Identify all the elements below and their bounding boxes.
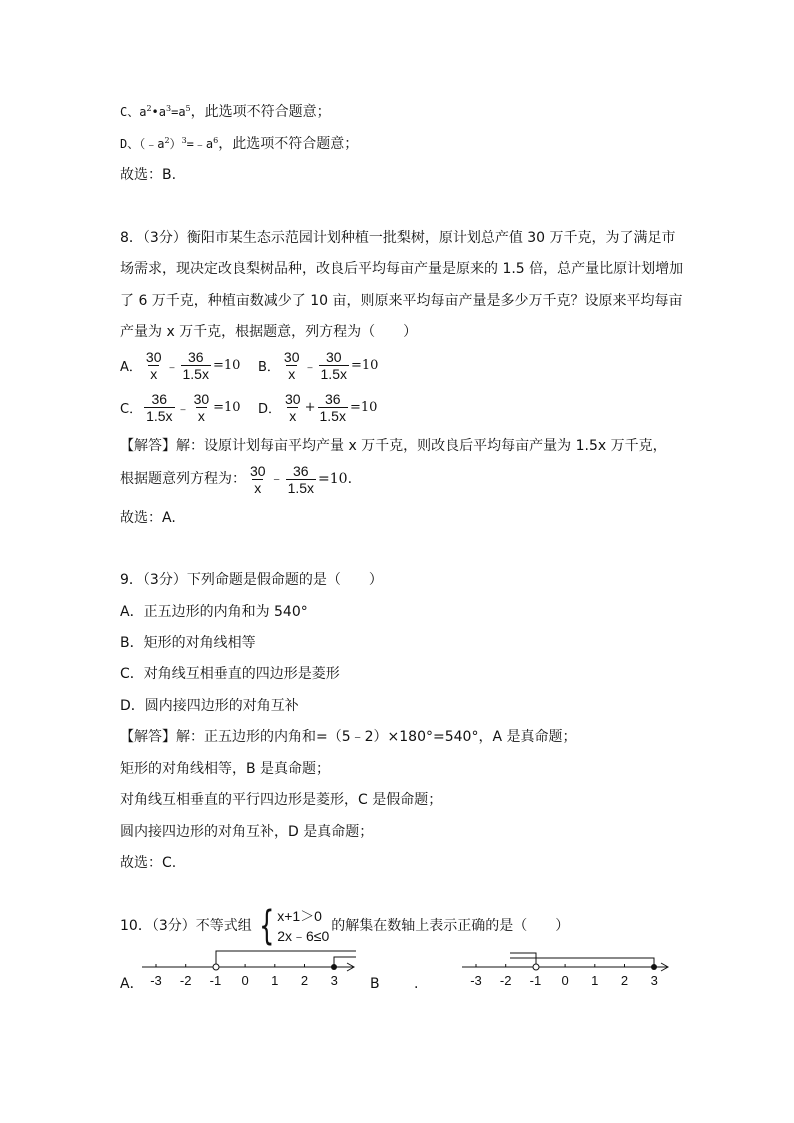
q10-option-b-label: B [370,976,380,992]
q8-stem-line4: 产量为 x 万千克，根据题意，列方程为（ ） [120,324,418,340]
closed-dot-3 [651,964,657,970]
axis-tick-label: -2 [179,973,192,988]
q9-stem: 9．（3分）下列命题是假命题的是（ ） [120,572,383,588]
q8-stem-line3: 了 6 万千克，种植亩数减少了 10 亩，则原来平均每亩产量是多少万千克？设原来平均每亩 [120,293,683,309]
q8-option-a: A． $\frac{30}{x}$ ﹣ $\frac{36}{1.5x}$ =10 [120,349,241,382]
solution-bracket-right [510,958,654,967]
q8-answer-line1: 【解答】解：设原计划每亩平均产量 x 万千克，则改良后平均每亩产量为 1.5x 万千克， [120,438,667,454]
open-dot-minus-1 [213,964,219,970]
q9-answer-line4: 圆内接四边形的对角互补，D 是真命题； [120,824,374,840]
q8-choose: 故选：A. [120,510,176,526]
q9-option-d: D．圆内接四边形的对角互补 [120,698,299,714]
q9-answer-line1: 【解答】解：正五边形的内角和=（5﹣2）×180°=540°，A 是真命题； [120,729,577,745]
q9-answer-line2: 矩形的对角线相等，B 是真命题； [120,761,331,777]
q8-stem-line2: 场需求，现决定改良梨树品种，改良后平均每亩产量是原来的 1.5 倍，总产量比原计划增加 [120,261,684,277]
q9-option-b: B．矩形的对角线相等 [120,635,256,651]
axis-tick-label: 2 [300,973,309,988]
inequality-system [254,903,330,949]
q8-option-b: B． $\frac{30}{x}$ ﹣ $\frac{30}{1.5x}$ =10 [258,349,379,382]
axis-tick-label: 1 [591,973,599,988]
axis-tick-label: 0 [241,973,249,988]
number-line-a [138,948,360,992]
q9-choose: 故选：C. [120,855,177,871]
q7-choose: 故选：B. [120,167,177,183]
q8-stem-line1: 8．（3分）衡阳市某生态示范园计划种植一批梨树，原计划总产值 30 万千克，为了满足市 [120,230,676,246]
left-brace-icon: { [258,903,275,949]
open-dot-minus-1 [533,964,539,970]
axis-tick-label: -3 [150,973,162,988]
q8-answer-line2: 根据题意列方程为： $\frac{30}{x}$ ﹣ $\frac{36}{1.5x}$ =10. [120,462,353,496]
inequality-row-1: x+1＞0 [277,908,322,924]
closed-dot-3 [331,964,337,970]
q10-stem: 10．（3分）不等式组 { x+1＞0 2x﹣6≤0 的解集在数轴上表示正确的是（ ） [120,903,570,949]
solution-bracket-left [510,953,536,967]
q10-option-a-label: A． [120,976,144,992]
axis-tick-label: 3 [650,973,658,988]
q10-option-b-dot: . [414,976,419,992]
solution-bracket-right [334,957,356,967]
number-line-b [458,948,674,992]
axis-tick-label: -1 [209,973,222,988]
axis-tick-label: -3 [470,973,482,988]
axis-tick-label: 0 [561,973,569,988]
q9-option-a: A．正五边形的内角和为 540° [120,604,308,620]
q9-option-c: C．对角线互相垂直的四边形是菱形 [120,666,340,682]
inequality-row-2: 2x﹣6≤0 [277,928,330,944]
axis-tick-label: -2 [499,973,512,988]
axis-tick-label: 2 [620,973,629,988]
axis-tick-label: 3 [330,973,338,988]
q9-answer-line3: 对角线互相垂直的平行四边形是菱形，C 是假命题； [120,792,443,808]
axis-tick-label: -1 [529,973,542,988]
q8-option-c: C． $\frac{36}{1.5x}$ ﹣ $\frac{30}{x}$ =10 [120,391,241,424]
q7-option-c-line: C、$a^2•a^3=a^5$，此选项不符合题意； [120,104,331,120]
axis-tick-label: 1 [271,973,279,988]
q8-option-d: D． $\frac{30}{x}$ + $\frac{36}{1.5x}$ =10 [258,391,378,424]
q7-option-d-line: D、$(﹣a^2)^3=﹣a^6$，此选项不符合题意； [120,136,359,152]
